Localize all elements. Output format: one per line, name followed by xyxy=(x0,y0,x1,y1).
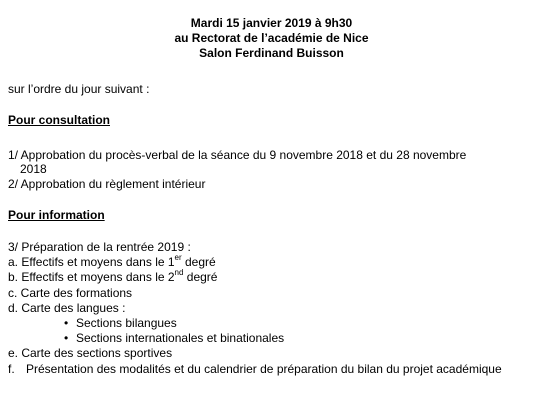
sub-item-f-text: Présentation des modalités et du calendrier de préparation du bilan du projet académique xyxy=(26,362,502,376)
bullet-dot-icon: • xyxy=(64,331,69,345)
bullet-item-bilangues xyxy=(64,316,177,330)
sub-item-b-suffix: degré xyxy=(183,270,218,284)
sub-item-b xyxy=(8,270,217,284)
sub-item-a-text: a. Effectifs et moyens dans le 1 xyxy=(8,255,175,269)
sub-item-a-suffix: degré xyxy=(181,255,216,269)
sub-item-d: d. Carte des langues : xyxy=(8,301,126,315)
agenda-item-3: 3/ Préparation de la rentrée 2019 : xyxy=(8,240,191,254)
section-heading-information: Pour information xyxy=(8,208,105,222)
agenda-intro: sur l’ordre du jour suivant : xyxy=(8,82,150,96)
sub-item-a xyxy=(8,255,216,269)
agenda-item-1-continued: 2018 xyxy=(20,162,47,176)
sub-item-b-text: b. Effectifs et moyens dans le 2 xyxy=(8,270,175,284)
agenda-item-1: 1/ Approbation du procès-verbal de la séance du 9 novembre 2018 et du 28 novembre xyxy=(8,148,467,162)
bullet-item-internationales xyxy=(64,331,284,345)
meeting-location: au Rectorat de l’académie de Nice xyxy=(174,31,369,45)
sub-item-a-ordinal: er xyxy=(174,253,182,262)
sub-item-e: e. Carte des sections sportives xyxy=(8,346,173,360)
bullet-item-internationales-text: Sections internationales et binationales xyxy=(76,331,285,345)
bullet-item-bilangues-text: Sections bilangues xyxy=(76,316,177,330)
bullet-dot-icon: • xyxy=(64,316,69,330)
meeting-date: Mardi 15 janvier 2019 à 9h30 xyxy=(190,16,353,30)
sub-item-f xyxy=(8,362,506,376)
section-heading-consultation: Pour consultation xyxy=(8,113,110,127)
meeting-room: Salon Ferdinand Buisson xyxy=(199,46,344,60)
agenda-item-2: 2/ Approbation du règlement intérieur xyxy=(8,177,206,191)
sub-item-c: c. Carte des formations xyxy=(8,286,133,300)
sub-item-b-ordinal: nd xyxy=(174,268,184,277)
sub-item-f-label: f. xyxy=(8,362,15,376)
meeting-header xyxy=(0,16,543,61)
